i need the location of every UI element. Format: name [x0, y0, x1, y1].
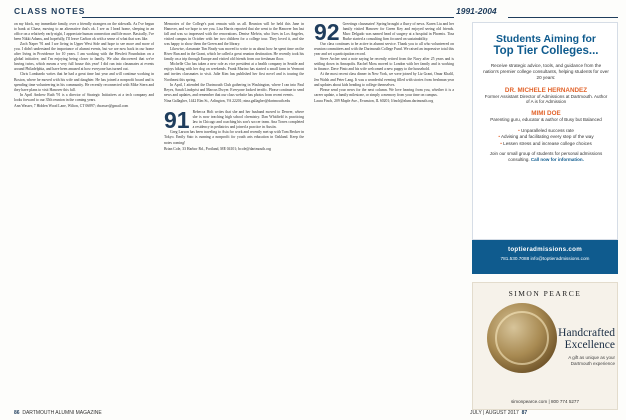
- correspondent-signature: Nina Gallagher, 1442 Elm St., Arlington, VA 22201; nina.gallagher@dartmouth.edu: [164, 99, 291, 104]
- ad-bullet: • Lessen stress and increase college choices: [500, 140, 592, 146]
- ad-bullet-list: [483, 128, 609, 147]
- paragraph: In April, I attended the Dartmouth Club gathering in Washington, where I ran into Paul Reyes, Sarah Lindqvist and Marcus Dwyer. Everyone looked terrific. Please continue to send news and updates, and remember that our class website has photos from recent events.: [164, 82, 304, 97]
- ad-headline: Handcrafted Excellence: [558, 327, 615, 351]
- paragraph: on my block, my immediate family, over a friendly strangers on the sidewalk. As I've begun to bank at Chase, moving to an alternative that's ok. I see as I head home, sleeping in an office on a relatively early night, I appreciate human connection and life more. Basically, I've been Nikki Adams, and hopefully, I'll leave Carlton ok with a sense of what that was like.: [14, 22, 154, 42]
- page-footer-right: [470, 410, 527, 416]
- ad-intro: Receive strategic advice, tools, and guidance from the nation's premier college consultants, helping students for over 20 years:: [483, 63, 609, 81]
- correspondent-signature: Ann Wasser, 7 Hidden Wood Lane, Wilton, CT 06897; dwasser@gmail.com: [14, 104, 129, 109]
- ad-bullet: • Advising and facilitating every step of the way: [498, 134, 594, 140]
- class-year-dropcap: 91: [164, 107, 190, 134]
- issue-date: JULY | AUGUST 2017: [470, 410, 519, 416]
- class-years-heading: 1991-2004: [456, 6, 497, 16]
- ad-title: Students Aiming for Top Tier Colleges...: [493, 33, 599, 57]
- bullet-icon: •: [518, 128, 522, 133]
- paragraph: Please send your news for the next column. We love hearing from you, whether it is a career update, a family milestone, or simply a memory from your time on campus.: [314, 87, 454, 97]
- correspondent-signature: Brian Cole, 33 Harbor Rd., Portland, ME 04101; bcole@dartmouth.org: [164, 147, 272, 152]
- consultant-name: DR. MICHELE HERNANDEZ: [504, 86, 588, 94]
- paragraph: In April Andrew Ruth '91 is a director of Strategic Initiatives at a tech company and looks forward to our 35th reunion in the coming years.: [14, 92, 154, 102]
- ad-contact-link[interactable]: simonpearce.com | 800 774 5277: [510, 399, 580, 404]
- paragraph: Zach Naper '91 and I are living in Upper West Side and hope to see more and more of you. I didn't understand the importance of alumni events, but we are now back in our home after living in Providence for 10 years. I am working with the Hewlett Foundation on a global initiative, and I'm enjoying being closer to family. We also discovered that we're having twins, which means a very full house this year! I did run into classmates at events around Philadelphia, and have been amazed at how everyone has turned out.: [14, 42, 154, 72]
- paragraph: Our class continues to be active in alumni service. Thank you to all who volunteered on reunion committees and with the Dartmouth College Fund. We raised an impressive total this year and set a participation record.: [314, 42, 454, 57]
- header-rule: [82, 17, 454, 18]
- page-number: 87: [521, 410, 528, 416]
- paragraph: Likewise, classmate Tim Brady was moved to write to us about how he spent time on the River Run and in the Grant, which he called a great reunion destination. He recently took his family on a trip through Europe and visited old friends from our freshman floor.: [164, 47, 304, 62]
- header-rule-right: [508, 17, 618, 18]
- ad-url-link[interactable]: toptieradmissions.com: [507, 246, 583, 253]
- bullet-icon: •: [500, 140, 504, 146]
- paragraph: Greg Larson has been traveling to Asia for work and recently met up with Tom Becker in Tokyo. Emily Sato is running a nonprofit for youth arts education in Oakland. Keep the notes coming!: [164, 130, 304, 145]
- text-column-3: [314, 22, 454, 407]
- paragraph: Rebecca Holt writes that she and her husband moved to Denver, where she is now teaching high school chemistry. Dan Whitfield is practicing law in Chicago and coaching his son's soccer team. Ana Torres completed a residency in pediatrics and joined a practice in Austin.: [192, 110, 304, 130]
- paragraph: Michelle Cho has taken a new role as vice president at a health company in Seattle and enjoys hiking with her dog on weekends. Frank Marino has started a small farm in Vermont and invites classmates to visit. Julie Kim has published her first novel and is touring the Northeast this spring.: [164, 62, 304, 82]
- simon-pearce-ad[interactable]: [472, 282, 618, 410]
- correspondent-signature: Laura Finch, 209 Maple Ave., Evanston, IL 60201; lfinch@alum.dartmouth.org: [314, 99, 434, 104]
- ad-call-to-action: Join our small group of students for personal admissions consulting. Call now for information.: [489, 151, 603, 163]
- ad-bullet: • Unparalleled success rate: [518, 128, 574, 133]
- bullet-icon: •: [498, 134, 501, 140]
- class-year-dropcap: 92: [314, 22, 340, 45]
- admissions-ad[interactable]: [472, 22, 618, 240]
- paragraph: Chris Lombardo writes that he had a great time last year and will continue working in Boston, where he moved with his wife and daughter. He has joined a nonprofit board and is spending time volunteering in his community. He recently reconnected with Mike Stern and they have plans to visit Hanover this fall.: [14, 72, 154, 92]
- page-footer-left: [14, 410, 102, 416]
- paragraph: Greetings classmates! Spring brought a flurry of news. Karen Liu and her family visited Hanover for Green Key and enjoyed seeing old friends. Marc Delgado was named head of surgery at a hospital in Phoenix. Tina Burke started a consulting firm focused on sustainability.: [342, 22, 454, 42]
- paragraph: Memories of the College's past remain with us all. Reunion will be held this June in Hanover, and we hope to see you. Lisa Harris reported that she went to the Hanover Inn last fall and was so impressed with the renovations. Denise Melvin, who lives in Los Angeles, visited campus in October with her two children for a college tour. They loved it, and she was happy to show them the Green and the library.: [164, 22, 304, 47]
- consultant-role: Parenting guru, educator & author of Busy but Balanced: [490, 117, 602, 123]
- ad-contact-info: 781.530.7088 info@toptieradmissions.com: [500, 256, 590, 261]
- section-heading: CLASS NOTES: [14, 6, 86, 16]
- publication-name: DARTMOUTH ALUMNI MAGAZINE: [22, 410, 102, 416]
- consultant-name: MIMI DOE: [531, 110, 561, 118]
- paragraph: Steve Archer sent a note saying he recently retired from the Navy after 25 years and is settling down in Annapolis. Rachel Moss moved to London with her family and is working in finance. Dave Pinto and his wife welcomed a new puppy to the household.: [314, 57, 454, 72]
- brand-logo: SIMON PEARCE: [508, 289, 582, 298]
- page-number: 86: [14, 410, 20, 416]
- admissions-ad-contact-bar[interactable]: [472, 240, 618, 274]
- ad-subline: A gift as unique as your Dartmouth experience: [568, 355, 615, 366]
- paragraph: At the most recent class dinner in New York, we were joined by Liz Grant, Omar Khalil, Jen Walsh and Peter Lang. It was a wonderful evening filled with stories from freshman year and updates about kids heading to college themselves.: [314, 72, 454, 87]
- consultant-role: Former Assistant Director of Admissions at Dartmouth. Author of A is for Admission: [484, 93, 608, 105]
- text-column-1: [14, 22, 154, 407]
- text-column-2: [164, 22, 304, 407]
